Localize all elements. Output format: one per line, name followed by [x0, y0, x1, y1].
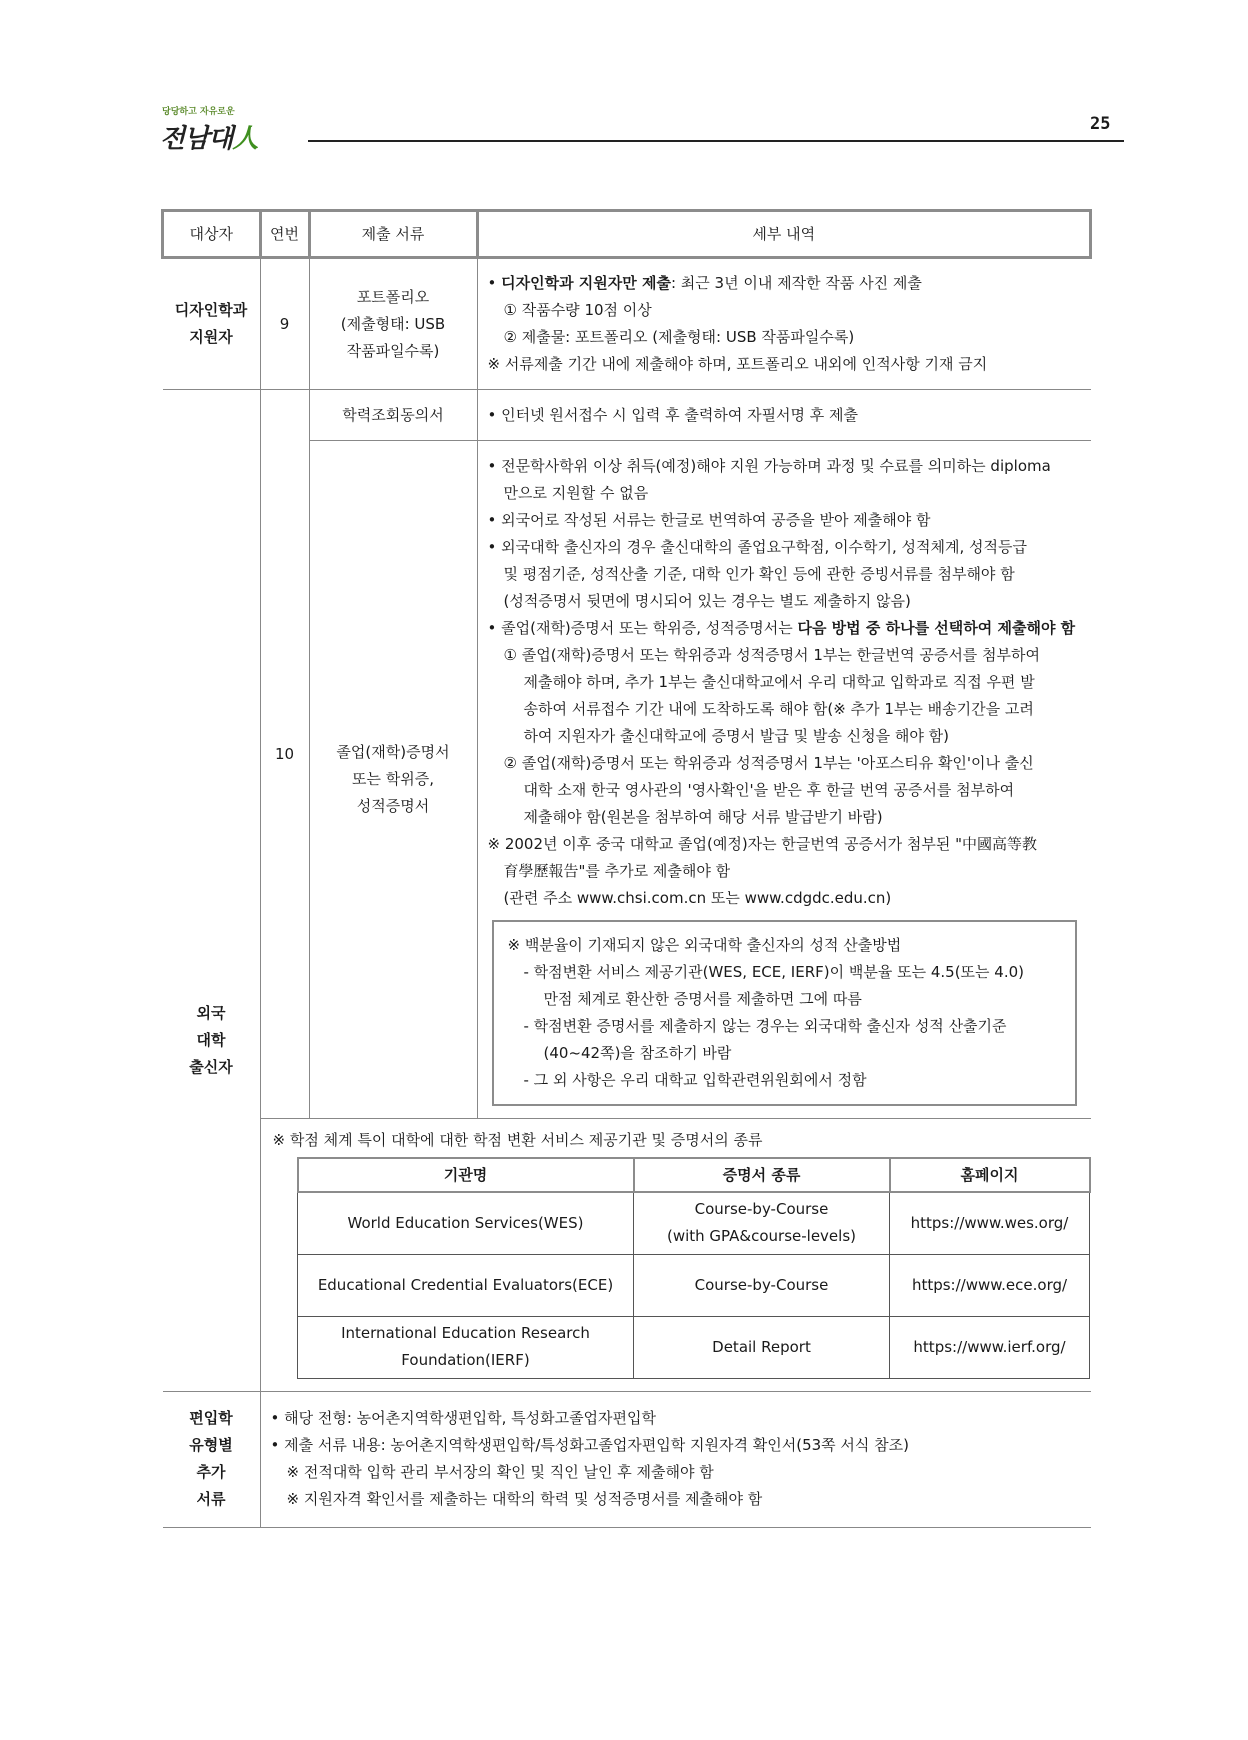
detail-line: • 외국대학 출신자의 경우 출신대학의 졸업요구학점, 이수학기, 성적체계, 성적등급 — [487, 538, 1027, 556]
logo-name-accent: 人 — [232, 124, 258, 154]
table-row-services — [163, 1119, 1091, 1392]
header-number: 연번 — [260, 211, 309, 258]
target-text: 외국 — [196, 1003, 226, 1022]
table-header-row — [163, 211, 1091, 258]
detail-cell — [477, 390, 1091, 441]
detail-line: 대학 소재 한국 영사관의 '영사확인'을 받은 후 한글 번역 공증서를 첨부하여 — [523, 781, 1015, 799]
services-table — [297, 1157, 1091, 1379]
detail-line: 송하여 서류접수 기간 내에 도착하도록 해야 함(※ 추가 1부는 배송기간을 고려 — [523, 700, 1034, 718]
doc-text: 졸업(재학)증명서 — [336, 743, 450, 761]
doc-text: 성적증명서 — [356, 797, 430, 815]
detail-line: • 해당 전형: 농어촌지역학생편입학, 특성화고졸업자편입학 — [270, 1409, 657, 1427]
page-number: 25 — [1090, 114, 1111, 134]
logo-tagline: 당당하고 자유로운 — [162, 107, 235, 117]
doc-text: 포트폴리오 — [356, 287, 430, 306]
homepage-link[interactable]: https://www.wes.org/ — [890, 1192, 1090, 1254]
detail-line: ① 졸업(재학)증명서 또는 학위증과 성적증명서 1부는 한글번역 공증서를 첨부하여 — [503, 646, 1041, 664]
detail-line: ※ 2002년 이후 중국 대학교 졸업(예정)자는 한글번역 공증서가 첨부된 "中國高等教 — [487, 835, 1038, 853]
cert-name: Course-by-Course — [694, 1200, 829, 1219]
detail-line: (관련 주소 www.chsi.com.cn 또는 www.cdgdc.edu.cn) — [503, 889, 892, 907]
target-transfer — [163, 1391, 261, 1527]
note-line: - 학점변환 증명서를 제출하지 않는 경우는 외국대학 출신자 성적 산출기준 — [523, 1017, 1007, 1035]
detail-line — [488, 615, 1081, 642]
document-name — [309, 258, 477, 390]
detail-line: 제출해야 하며, 추가 1부는 출신대학교에서 우리 대학교 입학과로 직접 우편 발 — [523, 673, 1035, 691]
detail-bold: 다음 방법 중 하나를 선택하여 제출해야 함 — [797, 619, 1076, 637]
doc-text: 작품파일수록) — [346, 341, 440, 360]
university-logo — [160, 104, 290, 156]
header-target: 대상자 — [163, 211, 261, 258]
target-text: 지원자 — [189, 328, 233, 346]
detail-line: ② 제출물: 포트폴리오 (제출형태: USB 작품파일수록) — [503, 328, 855, 346]
row-number: 9 — [260, 258, 309, 390]
note-line: (40~42쪽)을 참조하기 바람 — [543, 1044, 732, 1062]
detail-line: ※ 전적대학 입학 관리 부서장의 확인 및 직인 날인 후 제출해야 함 — [286, 1463, 714, 1481]
target-text: 디자인학과 — [174, 301, 248, 319]
table-row — [298, 1192, 1090, 1254]
table-row — [298, 1316, 1090, 1378]
logo-name-text: 전남대 — [160, 124, 233, 154]
detail-line: • 디자인학과 지원자만 제출: 최근 3년 이내 제작한 작품 사진 제출 — [487, 274, 922, 292]
cert-name: (with GPA&course-levels) — [666, 1227, 856, 1246]
org-name: World Education Services(WES) — [347, 1213, 584, 1232]
services-header: 기관명 — [298, 1158, 634, 1192]
target-text: 편입학 — [189, 1409, 233, 1427]
row-number: 10 — [260, 390, 309, 1119]
org-cell — [298, 1316, 634, 1378]
cert-cell — [634, 1254, 890, 1316]
detail-line: ※ 서류제출 기간 내에 제출해야 하며, 포트폴리오 내외에 인적사항 기재 금지 — [487, 355, 988, 373]
org-cell — [298, 1254, 634, 1316]
org-name: Foundation(IERF) — [401, 1351, 530, 1369]
homepage-link[interactable]: https://www.ece.org/ — [890, 1254, 1090, 1316]
detail-cell — [477, 258, 1091, 390]
target-design — [163, 258, 261, 390]
detail-line: • 인터넷 원서접수 시 입력 후 출력하여 자필서명 후 제출 — [487, 405, 859, 424]
cert-cell — [634, 1316, 890, 1378]
org-name: Educational Credential Evaluators(ECE) — [317, 1275, 614, 1294]
detail-text: • 졸업(재학)증명서 또는 학위증, 성적증명서는 — [487, 619, 798, 637]
target-text: 서류 — [196, 1490, 226, 1508]
document-name: 학력조회동의서 — [309, 390, 477, 441]
services-header: 홈페이지 — [890, 1158, 1090, 1192]
detail-line: 하여 지원자가 출신대학교에 증명서 발급 및 발송 신청을 해야 함) — [523, 727, 950, 745]
doc-text: 또는 학위증, — [352, 770, 434, 788]
target-text: 출신자 — [189, 1057, 233, 1076]
target-foreign — [163, 390, 261, 1392]
detail-bold: 디자인학과 지원자만 제출 — [501, 274, 671, 292]
homepage-link[interactable]: https://www.ierf.org/ — [890, 1316, 1090, 1378]
detail-text: : 최근 3년 이내 제작한 작품 사진 제출 — [670, 274, 922, 292]
header-document: 제출 서류 — [309, 211, 477, 258]
detail-line: 제출해야 함(원본을 첨부하여 해당 서류 발급받기 바람) — [523, 808, 883, 826]
header-rule — [308, 140, 1124, 142]
services-section — [260, 1119, 1091, 1392]
table-row-consent — [163, 390, 1091, 441]
detail-line: • 외국어로 작성된 서류는 한글로 번역하여 공증을 받아 제출해야 함 — [487, 511, 931, 529]
document-name — [309, 441, 477, 1119]
detail-line: ② 졸업(재학)증명서 또는 학위증과 성적증명서 1부는 '아포스티유 확인'이나 출신 — [503, 754, 1034, 772]
detail-line: ① 작품수량 10점 이상 — [503, 301, 652, 319]
logo-name — [160, 118, 257, 155]
header-detail: 세부 내역 — [477, 211, 1091, 258]
note-line: - 학점변환 서비스 제공기관(WES, ECE, IERF)이 백분율 또는 4.5(또는 4.0) — [523, 963, 1025, 981]
services-header: 증명서 종류 — [634, 1158, 890, 1192]
target-text: 유형별 — [189, 1436, 233, 1454]
detail-line: 만으로 지원할 수 없음 — [503, 484, 649, 502]
detail-cell — [260, 1391, 1091, 1527]
target-text: 추가 — [196, 1463, 226, 1481]
note-line: ※ 백분율이 기재되지 않은 외국대학 출신자의 성적 산출방법 — [507, 936, 902, 954]
cert-name: Detail Report — [712, 1337, 811, 1356]
table-row-design — [163, 258, 1091, 390]
note-line: - 그 외 사항은 우리 대학교 입학관련위원회에서 정함 — [523, 1071, 867, 1089]
org-cell — [298, 1192, 634, 1254]
cert-name: Course-by-Course — [694, 1275, 829, 1294]
services-header-row — [298, 1158, 1090, 1192]
grade-calculation-note — [492, 920, 1077, 1106]
table-row-transfer — [163, 1391, 1091, 1527]
doc-text: (제출형태: USB — [340, 314, 446, 333]
org-name: International Education Research — [341, 1324, 590, 1342]
services-title: ※ 학점 체계 특이 대학에 대한 학점 변환 서비스 제공기관 및 증명서의 종류 — [272, 1131, 763, 1149]
detail-line: 및 평점기준, 성적산출 기준, 대학 인가 확인 등에 관한 증빙서류를 첨부해야 함 — [503, 565, 1015, 583]
note-line: 만점 체계로 환산한 증명서를 제출하면 그에 따름 — [543, 990, 862, 1008]
detail-line: • 전문학사학위 이상 취득(예정)해야 지원 가능하며 과정 및 수료를 의미하는 diploma — [487, 457, 1051, 475]
target-text: 대학 — [196, 1030, 226, 1049]
detail-line: 育學歷報告"를 추가로 제출해야 함 — [503, 862, 731, 880]
cert-cell — [634, 1192, 890, 1254]
detail-line: (성적증명서 뒷면에 명시되어 있는 경우는 별도 제출하지 않음) — [503, 592, 911, 610]
table-row — [298, 1254, 1090, 1316]
detail-cell — [477, 441, 1091, 1119]
detail-line: • 제출 서류 내용: 농어촌지역학생편입학/특성화고졸업자편입학 지원자격 확인서(53쪽 서식 참조) — [270, 1436, 910, 1454]
documents-table — [161, 209, 1092, 1528]
detail-line: ※ 지원자격 확인서를 제출하는 대학의 학력 및 성적증명서를 제출해야 함 — [286, 1490, 763, 1508]
